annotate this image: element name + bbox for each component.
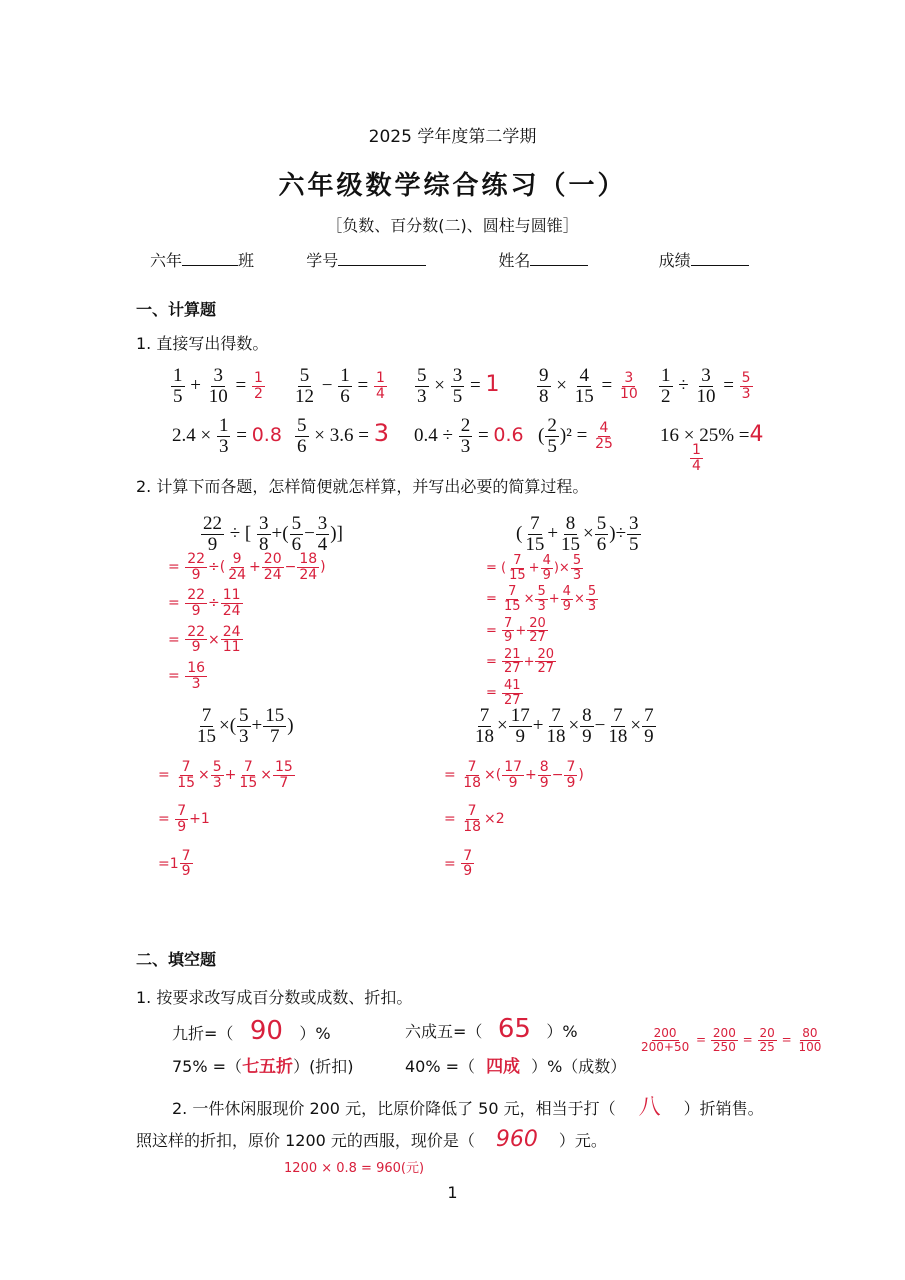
- class-suffix: 班: [238, 251, 255, 270]
- label: 九折=（: [172, 1024, 234, 1043]
- side-calc: $\frac{200}{200+50}$ = $\frac{200}{250}$ = $\frac{20}{25}$ = $\frac{80}{100}$: [641, 1026, 822, 1054]
- direct-calc-item: $\frac{1}{2}$ ÷ $\frac{3}{10}$ = $\frac{5}{3}$: [661, 365, 751, 407]
- label: 六成五=（: [405, 1022, 483, 1041]
- label: ）%: [546, 1022, 578, 1041]
- fraction: $\frac{2}{5}$: [547, 415, 557, 457]
- work-step: = ( $\frac{7}{15}$ + $\frac{4}{9}$ )× $\frac{5}{3}$: [486, 553, 582, 583]
- fraction: $\frac{5}{6}$: [297, 415, 307, 457]
- work-step: = $\frac{7}{9}$ + $\frac{20}{27}$: [486, 615, 546, 646]
- direct-calc-item: $\frac{5}{3}$ × $\frac{3}{5}$ = 1: [417, 365, 500, 407]
- expr-text: 16 × 25% =: [660, 425, 750, 446]
- work-step: = $\frac{7}{18}$ ×( $\frac{17}{9}$ + $\frac{8}{9}$ − $\frac{7}{9}$ ): [444, 759, 584, 791]
- answer: 90: [249, 1016, 283, 1046]
- class-label: 六年: [150, 251, 183, 270]
- class-blank[interactable]: [182, 265, 238, 266]
- calc-5-6-times: [294, 416, 389, 457]
- work-3: [158, 760, 296, 879]
- fraction: $\frac{1}{3}$: [218, 415, 229, 457]
- label: 2. 一件休闲服现价 200 元，比原价降低了 50 元，相当于打（: [172, 1099, 616, 1118]
- calc-2-4-times: 2.4 × $\frac{1}{3}$ = 0.8: [172, 415, 282, 457]
- score-blank[interactable]: [691, 265, 749, 266]
- fraction: $\frac{2}{3}$: [460, 415, 471, 457]
- calc-percent-note: $\frac{1}{4}$: [692, 442, 701, 474]
- score-label: 成绩: [658, 251, 691, 270]
- label: ）%（成数）: [531, 1057, 627, 1076]
- label: ）元。: [558, 1131, 607, 1150]
- label: ）折销售。: [683, 1099, 764, 1118]
- work-2: [486, 554, 599, 707]
- s2-q1-prompt: 1. 按要求改写成百分数或成数、折扣。: [136, 988, 413, 1007]
- jiuzhe-line: [172, 1016, 331, 1046]
- label: 40% =（: [405, 1057, 476, 1076]
- term-line: 2025 学年度第二学期: [368, 127, 537, 147]
- name-label: 姓名: [498, 251, 531, 270]
- answer: 0.8: [251, 423, 282, 446]
- q2-calc: 1200 × 0.8 = 960(元): [284, 1161, 425, 1176]
- page-title: 六年级数学综合练习（一）: [278, 171, 627, 201]
- q1-prompt: 1. 直接写出得数。: [136, 334, 269, 353]
- problem-3: $\frac{7}{15}$ ×( $\frac{5}{3}$ + $\frac{15}{7}$ ): [197, 705, 294, 747]
- direct-calc-item: $\frac{1}{5}$ + $\frac{3}{10}$ = $\frac{1}{2}$: [173, 365, 263, 407]
- problem-1: $\frac{22}{9}$ ÷ [ $\frac{3}{8}$ +( $\frac{5}{6}$ − $\frac{3}{4}$ )]: [203, 513, 343, 555]
- direct-calc-item: $\frac{5}{12}$ − $\frac{1}{6}$ = $\frac{1}{4}$: [295, 365, 385, 407]
- problem-2: ( $\frac{7}{15}$ + $\frac{8}{15}$ × $\frac{5}{6}$ )÷ $\frac{3}{5}$: [516, 513, 639, 555]
- work-1: [168, 552, 326, 692]
- work-step: =1 $\frac{7}{9}$: [158, 847, 191, 880]
- p75-line: [172, 1052, 354, 1077]
- name-blank[interactable]: [530, 265, 588, 266]
- work-4: [444, 760, 584, 879]
- liucheng-line: [405, 1014, 578, 1044]
- q2-prompt: 2. 计算下而各题，怎样简便就怎样算，并写出必要的简算过程。: [136, 477, 589, 496]
- work-step: = $\frac{16}{3}$: [168, 660, 206, 692]
- calc-percent: [660, 422, 764, 447]
- student-no-blank[interactable]: [338, 265, 426, 266]
- answer: $\frac{4}{25}$: [595, 420, 613, 452]
- calc-0-4-div: 0.4 ÷ $\frac{2}{3}$ = 0.6: [414, 415, 524, 457]
- work-step: = $\frac{7}{15}$ × $\frac{5}{3}$ + $\frac{4}{9}$ × $\frac{5}{3}$: [486, 584, 597, 614]
- answer: 0.6: [493, 423, 524, 446]
- subtitle: ［负数、百分数(二)、圆柱与圆锥］: [326, 216, 579, 235]
- label: 照这样的折扣，原价 1200 元的西服，现价是（: [136, 1131, 475, 1150]
- expr-text: 0.4 ÷: [414, 424, 453, 446]
- answer: 960: [495, 1127, 538, 1152]
- student-no-label: 学号: [306, 251, 339, 270]
- answer: 4: [749, 422, 764, 447]
- work-step: = $\frac{22}{9}$ × $\frac{24}{11}$: [168, 623, 241, 656]
- work-step: = $\frac{7}{18}$ ×2: [444, 803, 505, 836]
- expr-text: × 3.6 =: [314, 424, 369, 446]
- answer: 四成: [486, 1057, 521, 1077]
- work-step: = $\frac{41}{27}$: [486, 678, 521, 708]
- work-step: = $\frac{7}{9}$: [444, 847, 473, 880]
- work-step: = $\frac{21}{27}$ + $\frac{20}{27}$: [486, 646, 555, 677]
- answer: 3: [373, 418, 389, 447]
- work-step: = $\frac{22}{9}$ ÷( $\frac{9}{24}$ + $\frac{20}{24}$ − $\frac{18}{24}$ ): [168, 551, 326, 583]
- section1-heading: 一、计算题: [136, 300, 217, 319]
- answer: 七五折: [242, 1057, 294, 1077]
- section2-heading: 二、填空题: [136, 950, 217, 969]
- exponent: ²: [566, 424, 572, 446]
- q2-line1: [172, 1090, 764, 1121]
- page-number: 1: [447, 1183, 458, 1202]
- label: 75% =（: [172, 1057, 243, 1076]
- work-step: = $\frac{7}{9}$ +1: [158, 803, 210, 836]
- info-line: [150, 248, 749, 271]
- work-step: = $\frac{22}{9}$ ÷ $\frac{11}{24}$: [168, 587, 241, 620]
- expr-text: 2.4 ×: [172, 424, 212, 446]
- problem-4: $\frac{7}{18}$ × $\frac{17}{9}$ + $\frac{7}{18}$ × $\frac{8}{9}$ − $\frac{7}{18}$ × $\frac{7}{9}$: [475, 705, 654, 747]
- calc-power: ( $\frac{2}{5}$ )² = $\frac{4}{25}$: [538, 415, 613, 457]
- answer: 65: [497, 1014, 531, 1044]
- p40-line: [405, 1052, 626, 1077]
- direct-calc-item: $\frac{9}{8}$ × $\frac{4}{15}$ = $\frac{3}{10}$: [539, 365, 638, 407]
- label: ）%: [299, 1024, 331, 1043]
- q2-line2: [136, 1127, 607, 1152]
- label: ）(折扣): [293, 1057, 354, 1076]
- answer: 八: [638, 1095, 661, 1120]
- work-step: = $\frac{7}{15}$ × $\frac{5}{3}$ + $\frac{7}{15}$ × $\frac{15}{7}$: [158, 759, 293, 791]
